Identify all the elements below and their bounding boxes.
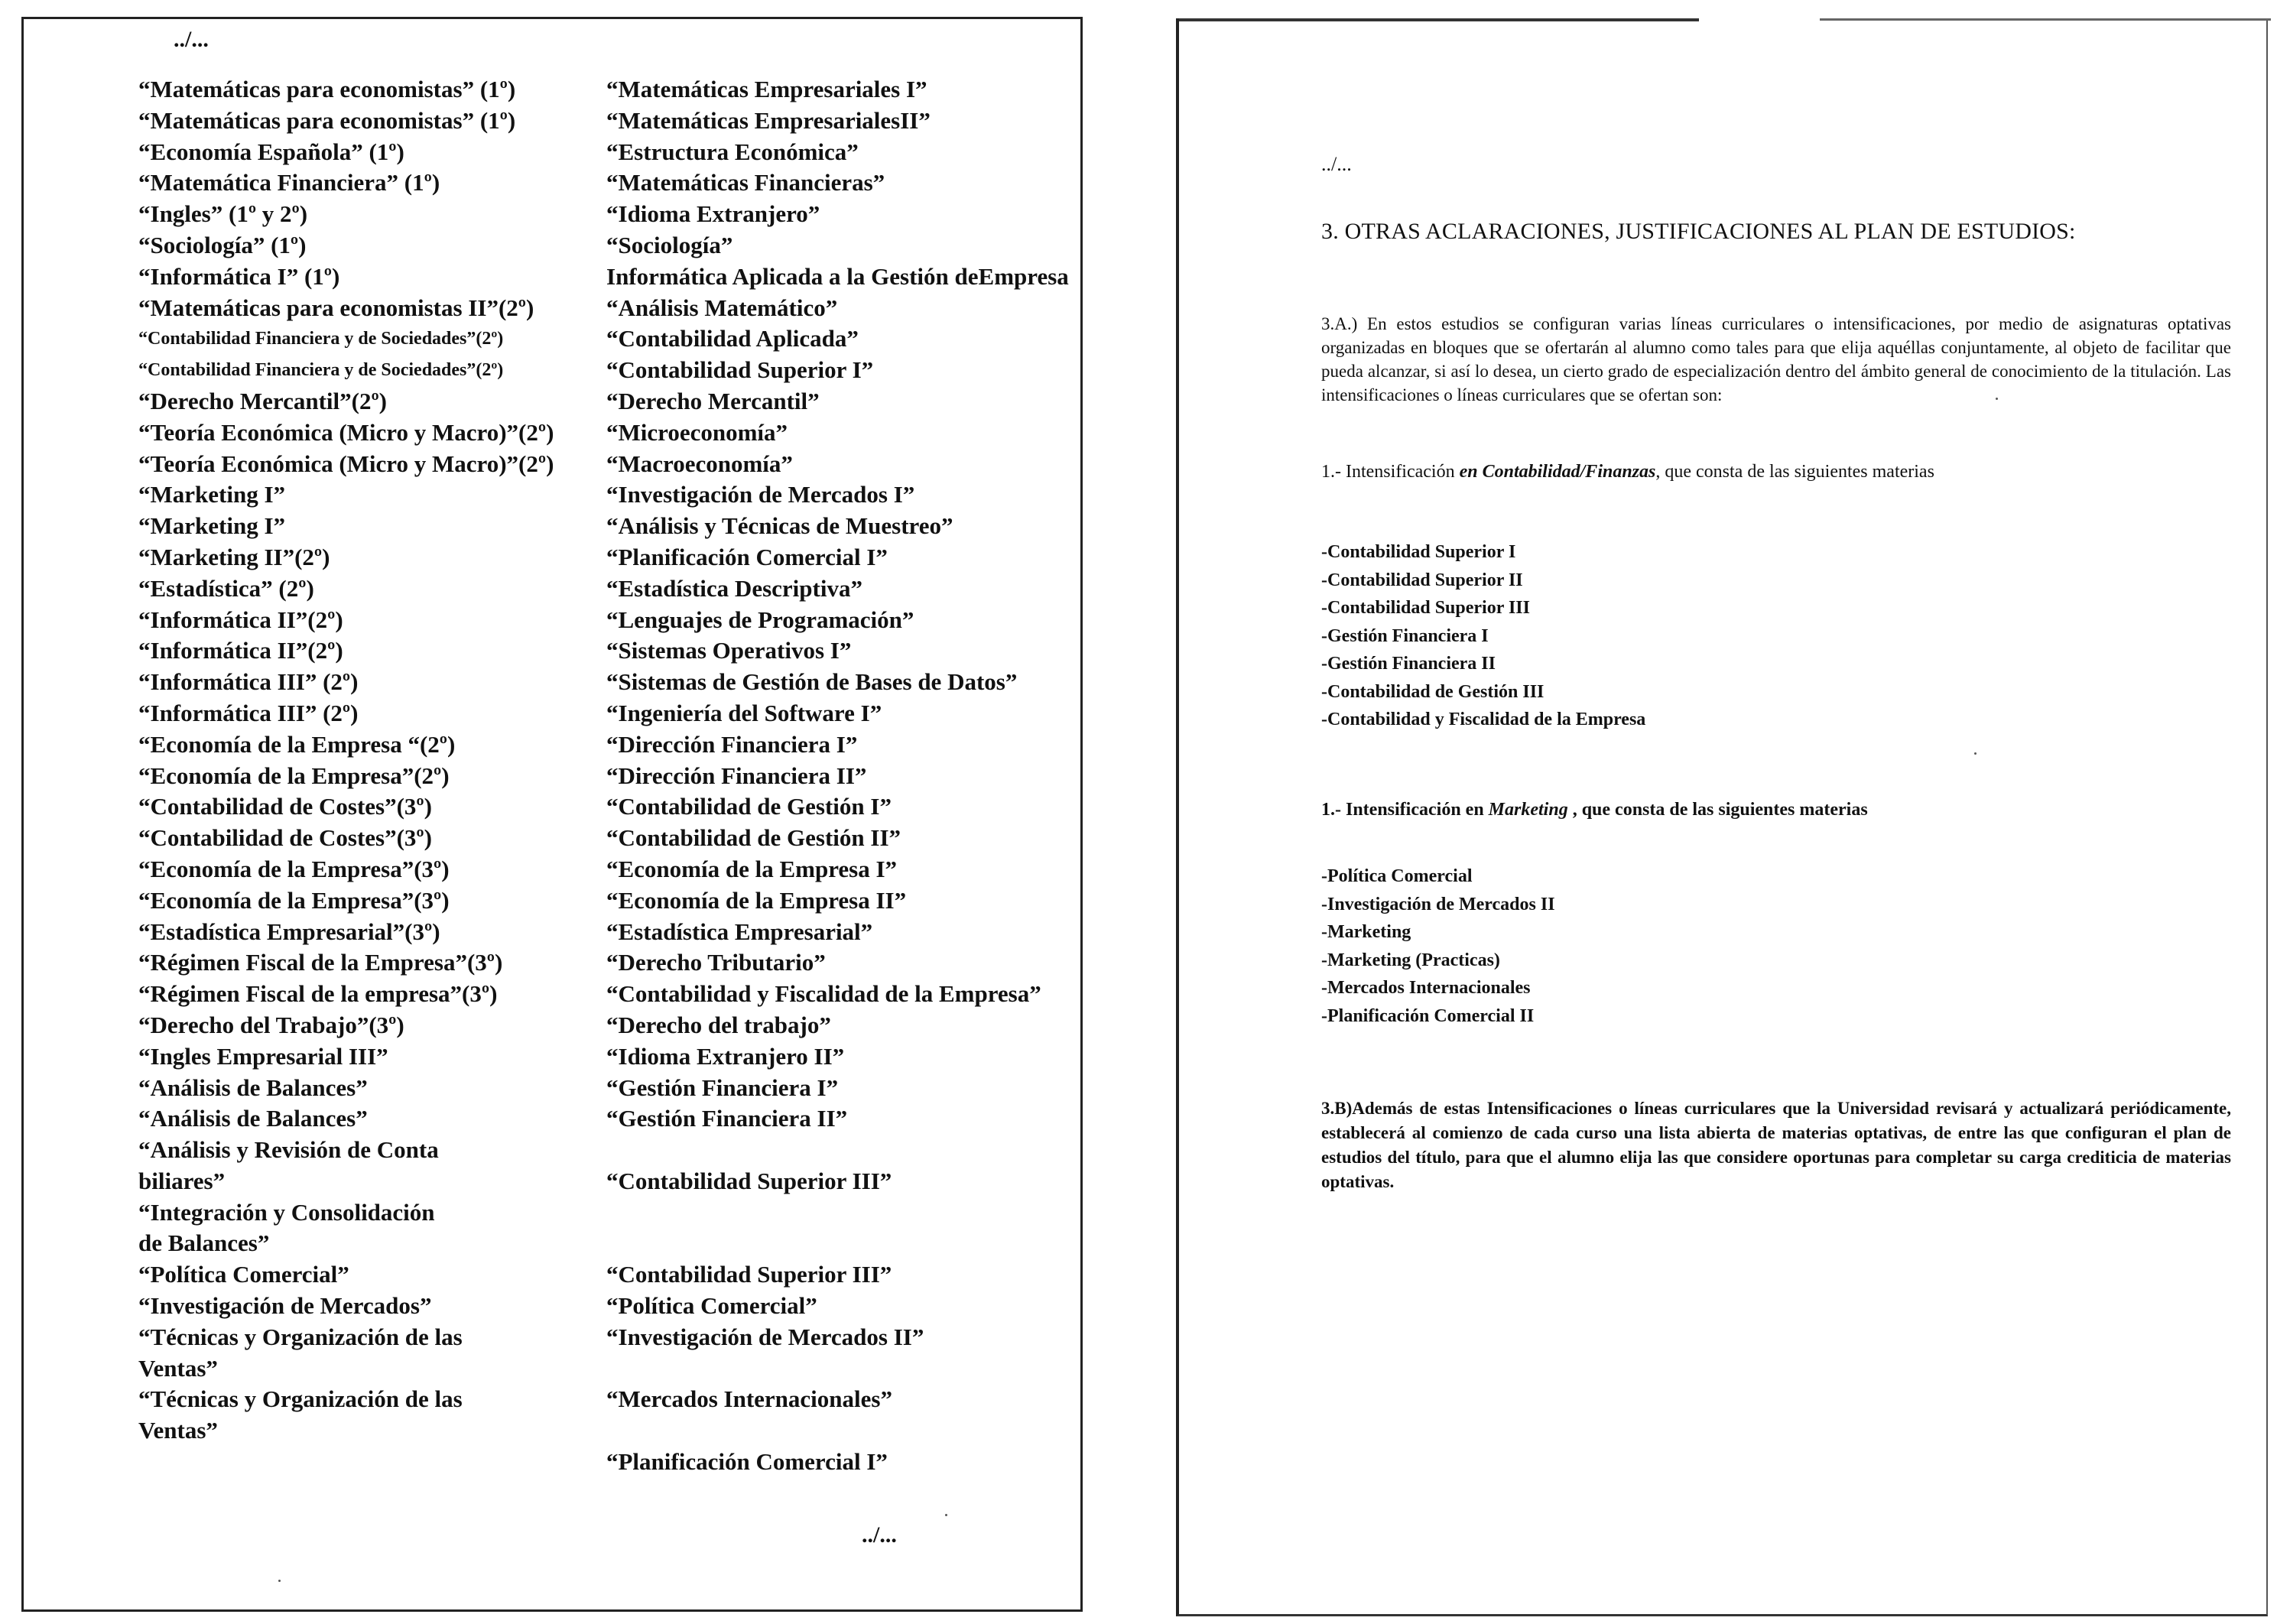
subject-line: “Microeconomía”	[606, 418, 788, 446]
subject-line: “Contabilidad Financiera y de Sociedades”(2º)	[138, 329, 504, 349]
subject-line: “Matemática Financiera” (1º)	[138, 169, 440, 197]
subject-column-right	[606, 74, 1103, 1478]
subject-line: “Análisis de Balances”	[138, 1105, 368, 1132]
subject-line: “Sociología” (1º)	[138, 231, 307, 258]
subject-line: “Análisis y Técnicas de Muestreo”	[606, 512, 953, 540]
subject-line: “Marketing I”	[138, 512, 286, 540]
subject-line: “Informática II”(2º)	[138, 637, 343, 664]
subject-line: “Contabilidad y Fiscalidad de la Empresa”	[606, 980, 1041, 1008]
scan-speck	[945, 1514, 947, 1516]
list-item: -Contabilidad Superior III	[1321, 598, 1530, 618]
intensification-name: Marketing	[1488, 800, 1568, 820]
subject-line: “Régimen Fiscal de la empresa”(3º)	[138, 980, 498, 1008]
subject-line: “Contabilidad Superior III”	[606, 1167, 892, 1194]
list-item: -Contabilidad Superior I	[1321, 542, 1516, 562]
subject-line: biliares”	[138, 1167, 226, 1194]
page-top-edge	[1179, 18, 1699, 21]
intensification-title-marketing	[1321, 800, 1868, 820]
subject-list-marketing	[1321, 862, 1555, 1030]
subject-line: “Contabilidad Superior I”	[606, 356, 874, 384]
continuation-mark: ../...	[1321, 153, 1352, 175]
paragraph-3a: 3.A.) En estos estudios se configuran varias líneas curriculares o intensificaciones, por medio de asignaturas optativas organizadas en bloques que se ofertarán al alumno como tales para que elija aquéllas conjuntamente, al objeto de facilitar que pueda alcanzar, si así lo desea, un cierto grado de especialización dentro del ámbito general de conocimiento de la titulación. Las intensificaciones o líneas curriculares que se ofertan son:	[1321, 314, 2231, 404]
subject-line: “Marketing I”	[138, 481, 286, 508]
subject-line: “Derecho del Trabajo”(3º)	[138, 1011, 404, 1038]
subject-line: “Contabilidad Aplicada”	[606, 325, 859, 352]
subject-line: “Contabilidad de Costes”(3º)	[138, 824, 432, 852]
subject-line: “Matemáticas Empresariales I”	[606, 76, 927, 102]
scan-speck	[1974, 752, 1977, 755]
intensification-title-accounting	[1321, 462, 1934, 482]
subject-line: “Técnicas y Organización de las	[138, 1323, 463, 1350]
subject-line: “Informática III” (2º)	[138, 699, 359, 726]
subject-line: de Balances”	[138, 1229, 270, 1257]
scan-speck	[278, 1580, 281, 1582]
subject-line: “Informática II”(2º)	[138, 606, 343, 633]
subject-line: “Contabilidad Financiera y de Sociedades”(2º)	[138, 360, 504, 381]
subject-line: “Mercados Internacionales”	[606, 1385, 892, 1413]
subject-column-left	[138, 74, 597, 1447]
subject-line	[606, 1135, 1103, 1166]
subject-line: “Régimen Fiscal de la Empresa”(3º)	[138, 949, 503, 976]
subject-line: “Planificación Comercial I”	[606, 543, 888, 570]
subject-line: “Dirección Financiera II”	[606, 762, 867, 789]
subject-line: “Derecho Tributario”	[606, 949, 826, 976]
intensification-prefix: 1.- Intensificación	[1321, 462, 1460, 482]
scan-speck	[1996, 398, 1998, 400]
intensification-prefix: 1.- Intensificación en	[1321, 800, 1489, 820]
subject-line: “Macroeconomía”	[606, 450, 793, 477]
subject-line: “Integración y Consolidación	[138, 1198, 435, 1226]
subject-line: “Estadística” (2º)	[138, 574, 314, 602]
subject-line: “Contabilidad Superior III”	[606, 1261, 892, 1288]
list-item: -Marketing (Practicas)	[1321, 950, 1500, 970]
list-item: -Gestión Financiera II	[1321, 654, 1496, 674]
subject-line: “Estadística Empresarial”(3º)	[138, 918, 440, 945]
subject-line: “Informática III” (2º)	[138, 668, 359, 696]
subject-line: “Ingles” (1º y 2º)	[138, 200, 308, 228]
subject-line: “Economía de la Empresa I”	[606, 855, 898, 882]
subject-line: “Derecho Mercantil”	[606, 387, 820, 414]
list-item: -Contabilidad de Gestión III	[1321, 681, 1545, 702]
subject-line: “Sistemas Operativos I”	[606, 637, 852, 664]
subject-line: “Contabilidad de Gestión I”	[606, 793, 892, 820]
subject-line: “Técnicas y Organización de las	[138, 1385, 463, 1413]
left-page	[21, 17, 1083, 1612]
subject-line: “Estadística Empresarial”	[606, 918, 873, 945]
subject-line: “Planificación Comercial I”	[606, 1448, 888, 1476]
subject-line: Ventas”	[138, 1354, 218, 1382]
subject-line: “Teoría Económica (Micro y Macro)”(2º)	[138, 450, 554, 477]
section-heading: 3. OTRAS ACLARACIONES, JUSTIFICACIONES AL PLAN DE ESTUDIOS:	[1321, 219, 2076, 244]
subject-line: “Sociología”	[606, 231, 733, 258]
subject-line: “Idioma Extranjero II”	[606, 1042, 845, 1070]
subject-line: “Sistemas de Gestión de Bases de Datos”	[606, 668, 1018, 696]
subject-line: “Gestión Financiera I”	[606, 1073, 839, 1101]
subject-line: “Idioma Extranjero”	[606, 200, 820, 228]
subject-line: “Análisis de Balances”	[138, 1073, 368, 1101]
list-item: -Planificación Comercial II	[1321, 1005, 1535, 1026]
subject-line: “Estadística Descriptiva”	[606, 574, 862, 602]
subject-line	[606, 1228, 1103, 1259]
subject-line: “Lenguajes de Programación”	[606, 606, 914, 633]
subject-line: “Análisis Matemático”	[606, 294, 838, 321]
subject-line: “Política Comercial”	[138, 1261, 349, 1288]
subject-line: “Economía de la Empresa”(2º)	[138, 762, 450, 789]
list-item: -Contabilidad Superior II	[1321, 570, 1523, 590]
subject-line	[606, 1353, 1103, 1385]
list-item: -Marketing	[1321, 922, 1411, 942]
page-top-edge	[1820, 18, 2271, 21]
subject-line: “Análisis y Revisión de Conta	[138, 1136, 439, 1164]
subject-line: “Política Comercial”	[606, 1292, 817, 1320]
subject-line	[606, 1415, 1103, 1447]
intensification-name: en Contabilidad/Finanzas	[1459, 462, 1656, 482]
subject-line: “Economía de la Empresa II”	[606, 886, 907, 914]
subject-line: “Estructura Económica”	[606, 138, 859, 165]
list-item: -Investigación de Mercados II	[1321, 894, 1555, 914]
subject-line: “Dirección Financiera I”	[606, 730, 858, 758]
subject-list-accounting	[1321, 538, 1645, 734]
list-item: -Política Comercial	[1321, 866, 1473, 886]
subject-line: “Matemáticas para economistas” (1º)	[138, 106, 516, 134]
intensification-suffix: , que consta de las siguientes materias	[1655, 462, 1934, 482]
intensification-suffix: , que consta de las siguientes materias	[1567, 800, 1868, 820]
subject-line: “Matemáticas EmpresarialesII”	[606, 106, 931, 134]
subject-line: “Ingles Empresarial III”	[138, 1042, 388, 1070]
list-item: -Mercados Internacionales	[1321, 978, 1531, 998]
paragraph-3b: 3.B)Además de estas Intensificaciones o líneas curriculares que la Universidad revisará y actualizará periódicamente, establecerá al comienzo de cada curso una lista abierta de materias optativas, de entre las que configuran el plan de estudios del título, para que el alumno elija las que considere oportunas para completar su carga crediticia de materias optativas.	[1321, 1099, 2231, 1191]
subject-line: “Marketing II”(2º)	[138, 543, 330, 570]
subject-line: “Economía de la Empresa “(2º)	[138, 730, 456, 758]
subject-line: Ventas”	[138, 1417, 218, 1444]
subject-line: “Matemáticas Financieras”	[606, 169, 885, 197]
subject-line: “Matemáticas para economistas” (1º)	[138, 76, 516, 102]
subject-line: “Economía Española” (1º)	[138, 138, 404, 165]
list-item: -Contabilidad y Fiscalidad de la Empresa	[1321, 710, 1646, 729]
subject-line: “Contabilidad de Gestión II”	[606, 824, 901, 852]
subject-line: “Economía de la Empresa”(3º)	[138, 886, 450, 914]
subject-line: “Contabilidad de Costes”(3º)	[138, 793, 432, 820]
subject-line: “Investigación de Mercados I”	[606, 481, 915, 508]
continuation-mark-bottom: ../...	[862, 1522, 897, 1548]
subject-line: “Informática I” (1º)	[138, 262, 340, 290]
subject-line: “Investigación de Mercados II”	[606, 1323, 924, 1350]
subject-line: “Ingeniería del Software I”	[606, 699, 882, 726]
subject-line: “Derecho del trabajo”	[606, 1011, 831, 1038]
continuation-mark-top: ../...	[174, 27, 209, 52]
subject-line: “Teoría Económica (Micro y Macro)”(2º)	[138, 418, 554, 446]
list-item: -Gestión Financiera I	[1321, 625, 1489, 646]
subject-line: “Gestión Financiera II”	[606, 1105, 848, 1132]
subject-line	[606, 1197, 1103, 1229]
subject-line: Informática Aplicada a la Gestión deEmpresa	[606, 262, 1069, 290]
subject-line: “Investigación de Mercados”	[138, 1292, 432, 1320]
right-page	[1176, 18, 2268, 1616]
subject-line: “Economía de la Empresa”(3º)	[138, 855, 450, 882]
subject-line: “Derecho Mercantil”(2º)	[138, 387, 388, 414]
subject-line: “Matemáticas para economistas II”(2º)	[138, 294, 534, 321]
